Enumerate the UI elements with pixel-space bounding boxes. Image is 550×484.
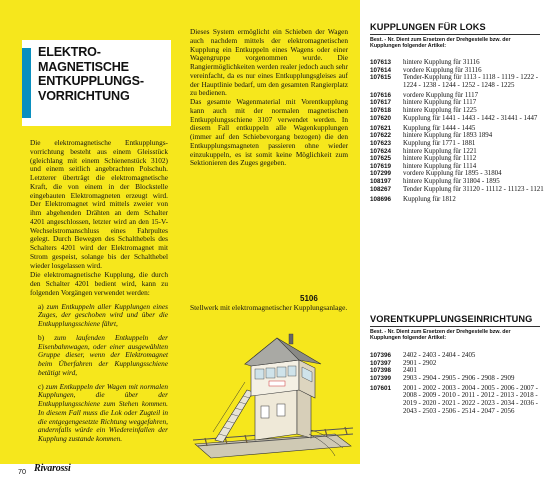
table-row: 107624 hintere Kupplung für 1221	[370, 147, 477, 155]
table-row: 107625 hintere Kupplung für 1112	[370, 155, 477, 163]
title-accent-bar	[22, 48, 31, 118]
table-row: 107616 vordere Kupplung für 1117	[370, 91, 479, 99]
paragraph: Das gesamte Wagenmaterial mit Vorentkupplung kann auch mit der normalen magnetischen Entkupplungsschiene 3107 verwendet werden. In diesem Fall entkuppeln alle Wagenkupplungen (immer auf den Schiebevorgang bezogen) die den Entkupplungsmagneten passieren ohne wieder einzukuppeln, es ist somit keine Möglichkeit zum Sektionieren des Zuges gegeben.	[190, 97, 348, 168]
footer-strip	[0, 464, 550, 484]
table-row: 107397 2901 - 2902	[370, 359, 437, 367]
table-row: 107613 hintere Kupplung für 31116	[370, 59, 480, 66]
page-title: ELEKTRO-MAGNETISCHE ENTKUPPLUNGS-VORRICHTUNG	[38, 45, 144, 103]
section-rule	[370, 326, 540, 327]
brand-logo: Rivarossi	[34, 463, 71, 474]
kupplungen-table	[370, 59, 545, 203]
middle-text-column	[190, 28, 348, 168]
table-row: 107621 Kupplung für 1444 - 1445	[370, 124, 476, 132]
table-row: 108197 hintere Kupplung für 31804 - 1895	[370, 177, 500, 185]
table-row: 108696 Kupplung für 1812	[370, 195, 456, 203]
table-row: 107396 2402 - 2403 - 2404 - 2405	[370, 352, 476, 359]
picture-number: 5106	[300, 294, 318, 303]
list-item: b) zum laufenden Entkuppeln der Eisenbahnwagen, oder einer ausgewählten Gruppe dieser, wenn der Elektromagnet beim Überfahren der Kupplungsschiene betätigt wird,	[38, 332, 168, 377]
list-item: a) zum Entkuppeln aller Kupplungen eines Zuges, der geschoben wird und über die Entkupplungsschiene fährt,	[38, 301, 169, 328]
paragraph: Die elektromagnetische Kupplung, die durch den Schalter 4201 bedient wird, kann zu folgenden Vorgängen verwendet werden:	[30, 270, 168, 297]
table-row: 107623 Kupplung für 1771 - 1881	[370, 139, 476, 147]
table-row: 107622 hintere Kupplung für 1893 1894	[370, 132, 493, 140]
left-text-column	[30, 139, 168, 445]
table-row: 107601 2001 - 2002 - 2003 - 2004 - 2005 - 2006 - 2007 - 2008 - 2009 - 2010 - 2011 - 2012 - 2013 - 2018 - 2019 - 2020 - 2021 - 2022 - 2023 - 2034 - 2036 - 2043 - 2503 - 2506 - 2514 - 2047 - 2056	[370, 384, 538, 415]
section-title-vorentkupplung: VORENTKUPPLUNGSEINRICHTUNG	[370, 314, 533, 324]
table-row: 107614 vordere Kupplung für 31116	[370, 66, 482, 74]
paragraph: Die elektromagnetische Entkupplungs-vorrichtung besteht aus einem Gleisstück (gleichlang mit einem Schienenstück 3102) und einem seitlich angebrachten Polschuh. Letzterer überträgt die elektromagnetische Kraft, die von einem in der Blockstelle eingebauten Elektromagneten erzeugt wird. Der Elektromagnet wird mittels zweier von ihm abgehenden Drähten an dem Schalter 4201 angeschlossen, letzter wird an den 15-V-Wechselstromanschluss eines Fahrpultes gelegt. Durch Bewegen des Schalthebels des Schalters 4201 wird der Elektromagnet mit Strom gespeist, solange bis der Schalthebel wieder losgelassen wird.	[30, 138, 168, 270]
page-number: 70	[18, 467, 26, 476]
table-row: 107618 hintere Kupplung für 1225	[370, 107, 477, 115]
list-item: c) zum Entkuppeln der Wagen mit normalen Kupplungen, die über der Entkupplungsschiene zum Stehen kommen. In diesem Fall muss die Lok oder Zugteil in die entgegengesetzte Richtung weggefahren, andernfalls würde ein Wiedereinfallen der Kupplung zustande kommen.	[38, 381, 168, 443]
table-row: 107615 Tender-Kupplung für 1113 - 1118 - 1119 - 1222 - 1224 - 1238 - 1244 - 1252 - 1248 - 1225	[370, 74, 539, 89]
table-row: 107617 hintere Kupplung für 1117	[370, 99, 477, 107]
table-row: 107619 hintere Kupplung für 1114	[370, 162, 477, 170]
table-header: Best. - Nr. Dient zum Ersetzen der Drehgestelle bzw. der Kupplungen folgender Artikel:	[370, 37, 511, 50]
signal-box-illustration	[185, 322, 355, 462]
table-row: 107398 2401	[370, 367, 417, 375]
section-rule	[370, 34, 540, 35]
vorentkupplung-table	[370, 352, 545, 415]
table-header: Best. - Nr. Dient zum Ersetzen der Drehgestelle bzw. der Kupplungen folgender Artikel:	[370, 329, 511, 342]
table-row: 107399 2903 - 2904 - 2905 - 2906 - 2908 - 2909	[370, 374, 515, 382]
table-row: 108267 Tender Kupplung für 31120 - 11112 - 11123 - 1121	[370, 185, 544, 193]
section-title-kupplungen: KUPPLUNGEN FÜR LOKS	[370, 22, 486, 32]
picture-caption: Stellwerk mit elektromagnetischer Kupplungsanlage.	[190, 303, 348, 312]
table-row: 107620 Kupplung für 1441 - 1443 - 1442 - 31441 - 1447	[370, 114, 538, 122]
paragraph: Dieses System ermöglicht ein Schieben der Wagen auch nachdem mittels der elektromagnetischen Kupplung ein Entkuppeln eines Wagens oder einer Wagengruppe vorgenommen wurde. Die Rangiermöglichkeiten werden realer jedoch auch sehr vereinfacht, da es nur eines Entkupplungsgleises auf der Hauptlinie bedarf, um den gesamten Rangierplatz zu bedienen.	[190, 27, 348, 98]
table-row: 107299 vordere Kupplung für 1895 - 31804	[370, 170, 502, 178]
